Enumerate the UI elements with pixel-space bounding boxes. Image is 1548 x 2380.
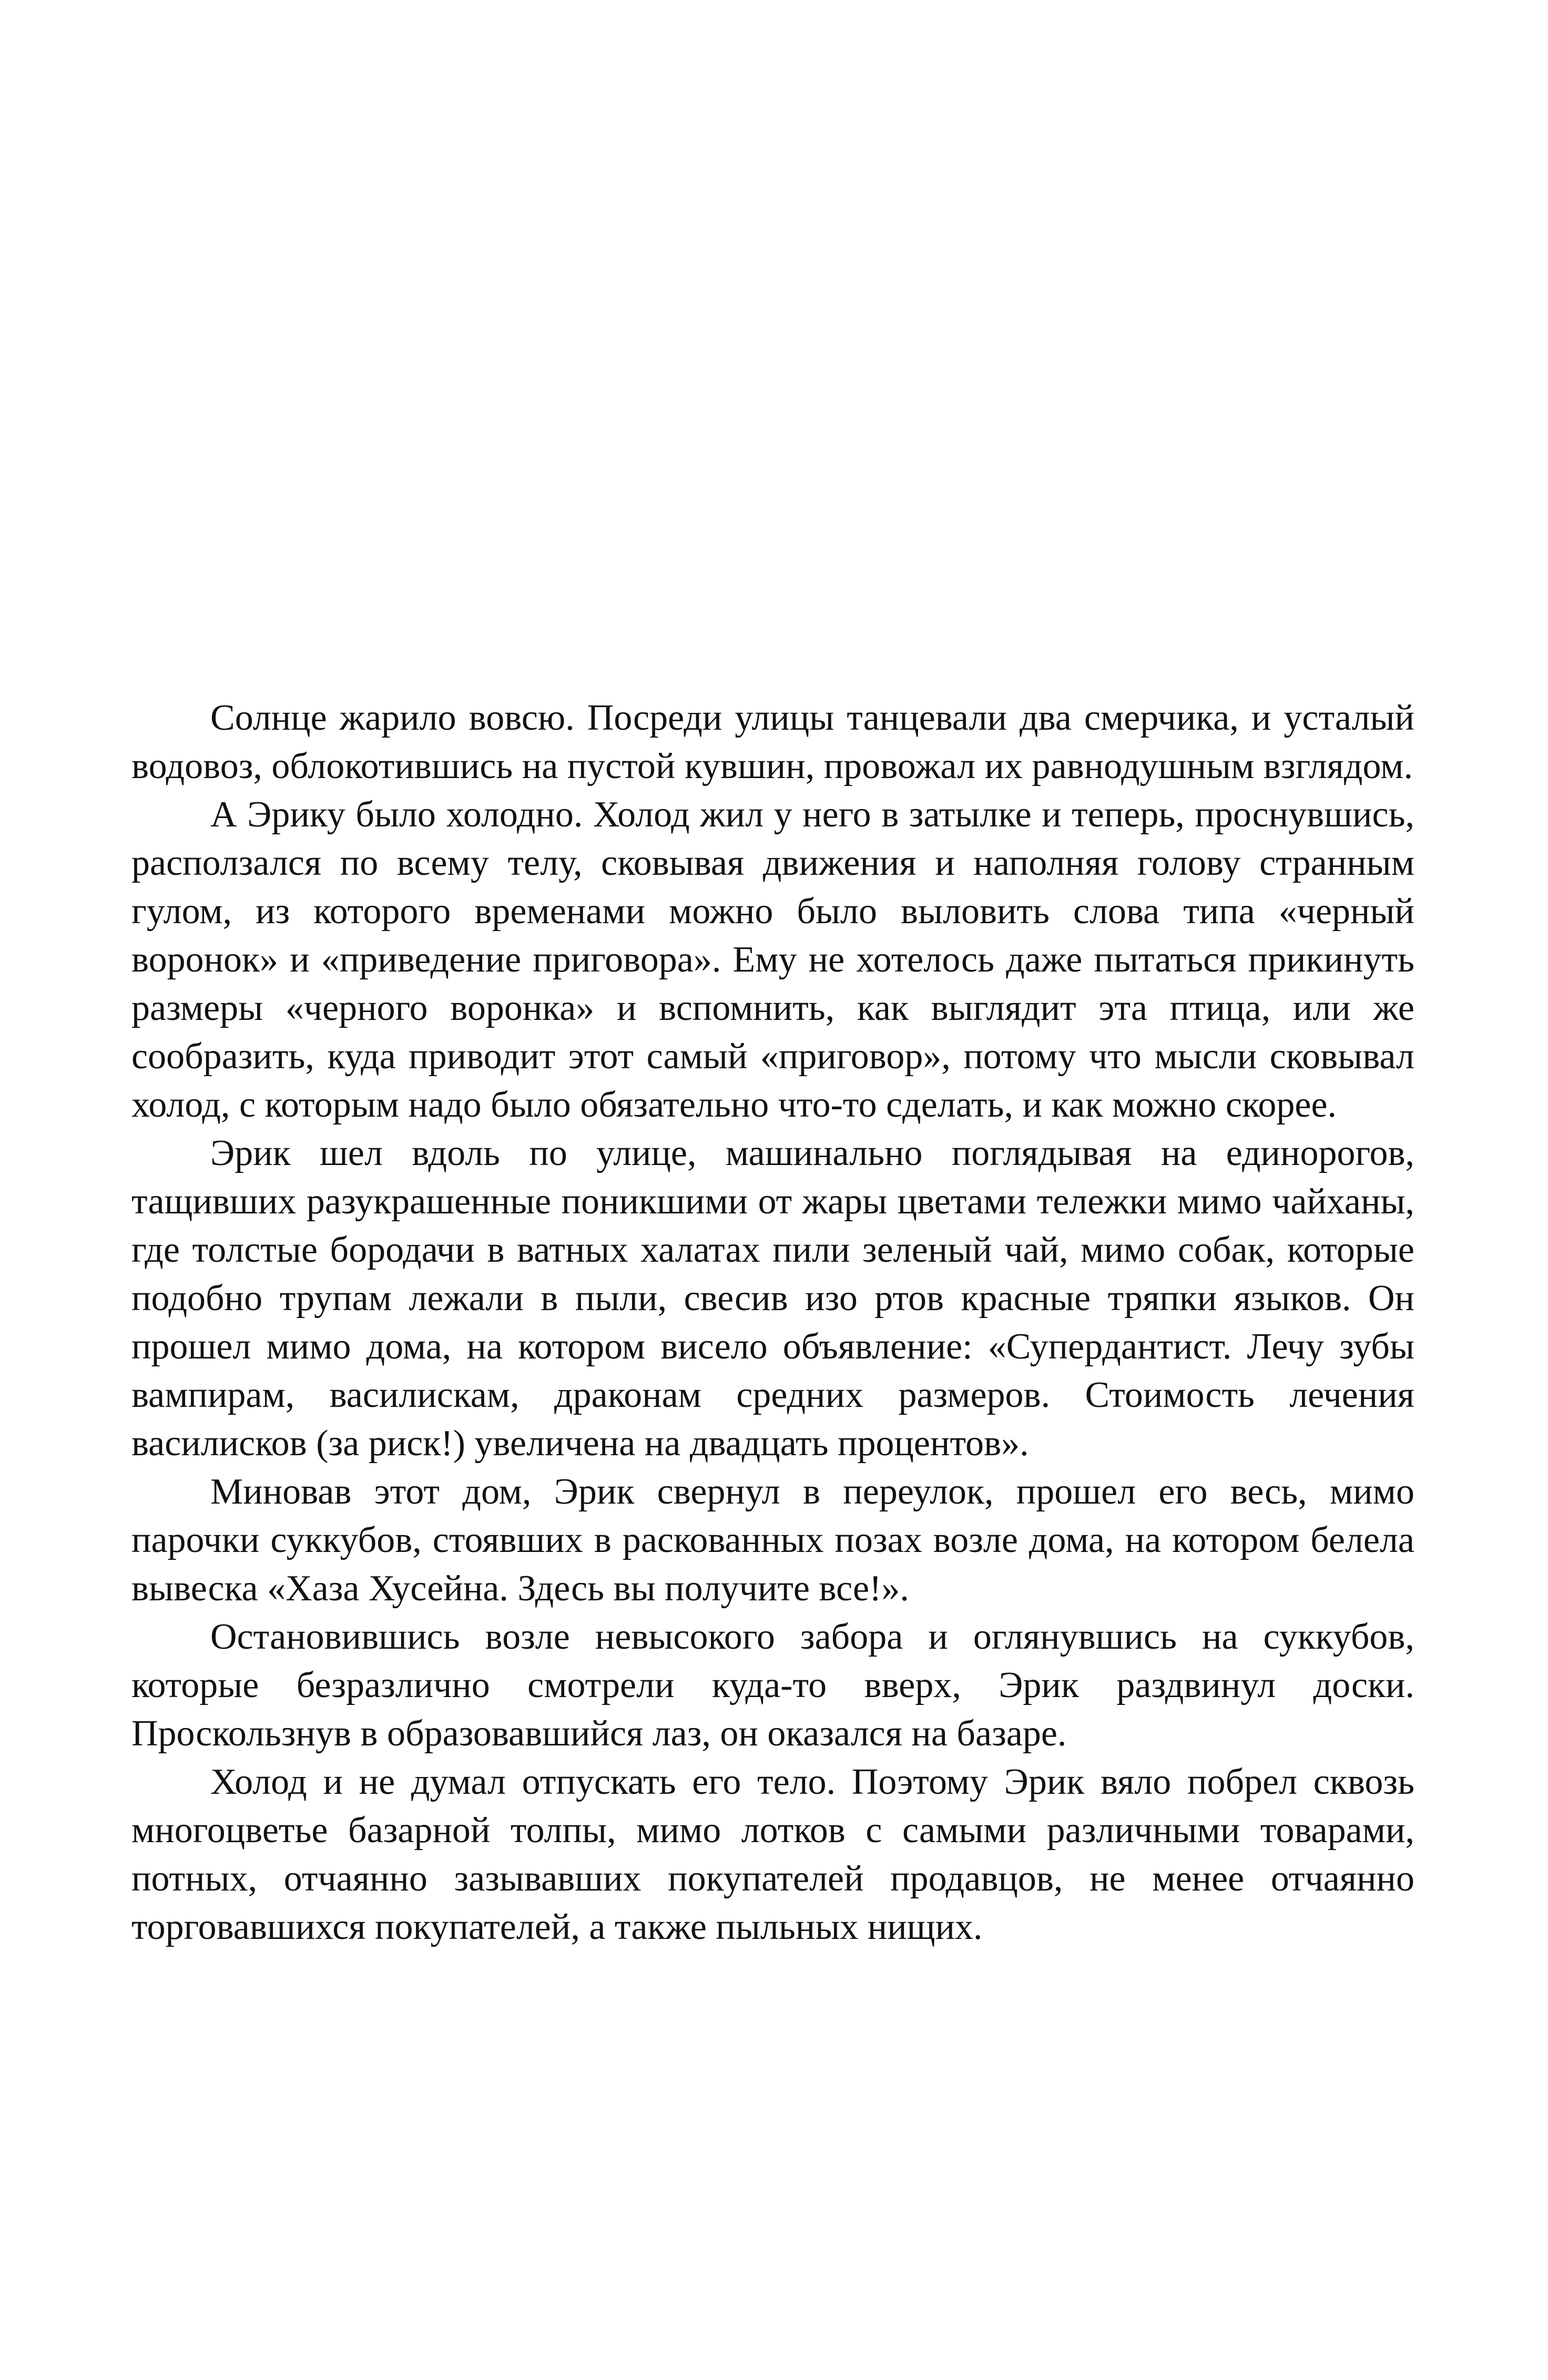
paragraph-5: Остановившись возле невысокого забора и оглянувшись на суккубов, которые безразлично смотрели куда-то вверх, Эрик раздвинул доски. Проскользнув в образовавшийся лаз, он оказался на базаре. xyxy=(131,1617,1414,1754)
paragraph-4: Миновав этот дом, Эрик свернул в переулок, прошел его весь, мимо парочки суккубов, стоявших в раскованных позах возле дома, на котором белела вывеска «Хаза Хусейна. Здесь вы получите все!». xyxy=(131,1472,1414,1609)
paragraph-6: Холод и не думал отпускать его тело. Поэтому Эрик вяло побрел сквозь многоцветье базарной толпы, мимо лотков с самыми различными товарами, потных, отчаянно зазывавших покупателей продавцов, не менее отчаянно торговавшихся покупателей, а также пыльных нищих. xyxy=(131,1762,1414,1947)
paragraph-1: Солнце жарило вовсю. Посреди улицы танцевали два смерчика, и усталый водовоз, облокотившись на пустой кувшин, провожал их равнодушным взглядом. xyxy=(131,698,1414,786)
paragraph-3: Эрик шел вдоль по улице, машинально поглядывая на единорогов, тащивших разукрашенные поникшими от жары цветами тележки мимо чайханы, где толстые бородачи в ватных халатах пили зеленый чай, мимо собак, которые подобно трупам лежали в пыли, свесив изо ртов красные тряпки языков. Он прошел мимо дома, на котором висело объявление: «Супердантист. Лечу зубы вампирам, василискам, драконам средних размеров. Стоимость лечения василисков (за риск!) увеличена на двадцать процентов». xyxy=(131,1133,1414,1464)
paragraph-2: А Эрику было холодно. Холод жил у него в затылке и теперь, проснувшись, расползался по всему телу, сковывая движения и наполняя голову странным гулом, из которого временами можно было выловить слова типа «черный воронок» и «приведение приговора». Ему не хотелось даже пытаться прикинуть размеры «черного воронка» и вспомнить, как выглядит эта птица, или же сообразить, куда приводит этот самый «приговор», потому что мысли сковывал холод, с которым надо было обязательно что-то сделать, и как можно скорее. xyxy=(131,794,1414,1125)
page-body-text xyxy=(131,694,1414,1952)
